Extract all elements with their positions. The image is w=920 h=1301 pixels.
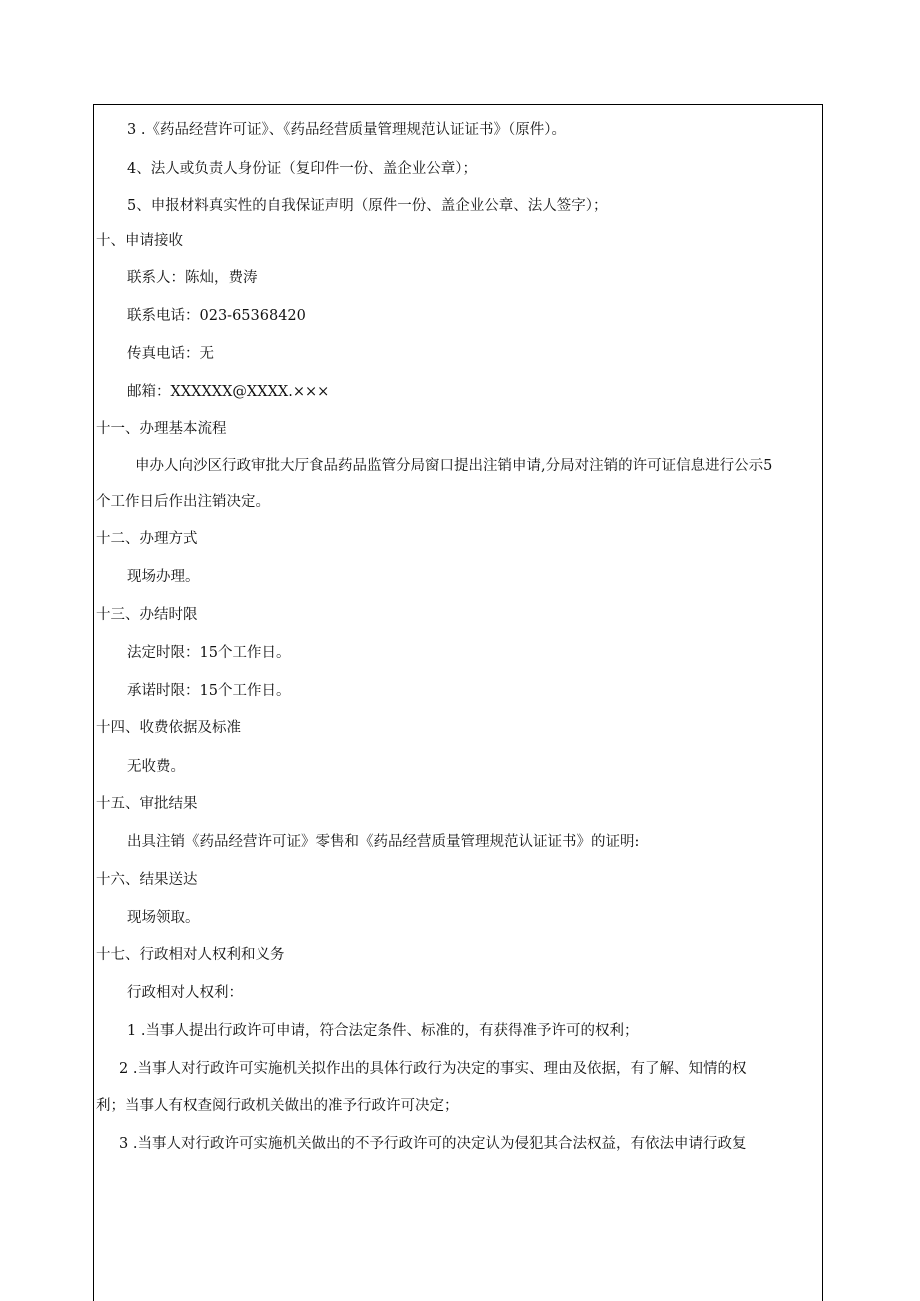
paragraph-line: 个工作日后作出注销决定。 <box>96 494 270 510</box>
section-heading: 十一、办理基本流程 <box>96 421 227 437</box>
paragraph-line: 申办人向沙区行政审批大厅食品药品监管分局窗口提出注销申请,分局对注销的许可证信息进行公示5 <box>135 458 773 474</box>
section-heading: 十二、办理方式 <box>96 531 198 547</box>
paragraph-line: 4、法人或负责人身份证（复印件一份、盖企业公章）； <box>127 161 477 177</box>
section-heading: 十七、行政相对人权利和义务 <box>96 947 285 963</box>
paragraph-line: 承诺时限：15个工作日。 <box>127 683 291 699</box>
paragraph-line: 2 .当事人对行政许可实施机关拟作出的具体行政行为决定的事实、理由及依据，有了解、知情的权 <box>119 1061 747 1077</box>
paragraph-line: 5、申报材料真实性的自我保证声明（原件一份、盖企业公章、法人签字）； <box>127 198 608 214</box>
section-heading: 十四、收费依据及标准 <box>96 720 241 736</box>
section-heading: 十六、结果送达 <box>96 872 198 888</box>
paragraph-line: 无收费。 <box>127 759 185 775</box>
paragraph-line: 3 .当事人对行政许可实施机关做出的不予行政许可的决定认为侵犯其合法权益，有依法申请行政复 <box>119 1136 747 1152</box>
paragraph-line: 行政相对人权利： <box>127 985 243 1001</box>
section-heading: 十、申请接收 <box>96 233 183 249</box>
section-heading: 十五、审批结果 <box>96 796 198 812</box>
paragraph-line: 利；当事人有权查阅行政机关做出的准予行政许可决定； <box>96 1098 459 1114</box>
paragraph-line: 现场办理。 <box>127 569 200 585</box>
paragraph-line: 3 .《药品经营许可证》、《药品经营质量管理规范认证证书》（原件）。 <box>127 122 566 138</box>
paragraph-line: 传真电话：无 <box>127 346 214 362</box>
paragraph-line: 1 .当事人提出行政许可申请，符合法定条件、标准的，有获得准予许可的权利； <box>127 1023 639 1039</box>
paragraph-line: 邮箱：XXXXXX@XXXX.××× <box>127 384 330 400</box>
paragraph-line: 现场领取。 <box>127 910 200 926</box>
paragraph-line: 法定时限：15个工作日。 <box>127 645 291 661</box>
paragraph-line: 联系人：陈灿，费涛 <box>127 270 258 286</box>
paragraph-line: 出具注销《药品经营许可证》零售和《药品经营质量管理规范认证证书》的证明: <box>127 834 640 850</box>
paragraph-line: 联系电话：023-65368420 <box>127 308 306 324</box>
section-heading: 十三、办结时限 <box>96 607 198 623</box>
